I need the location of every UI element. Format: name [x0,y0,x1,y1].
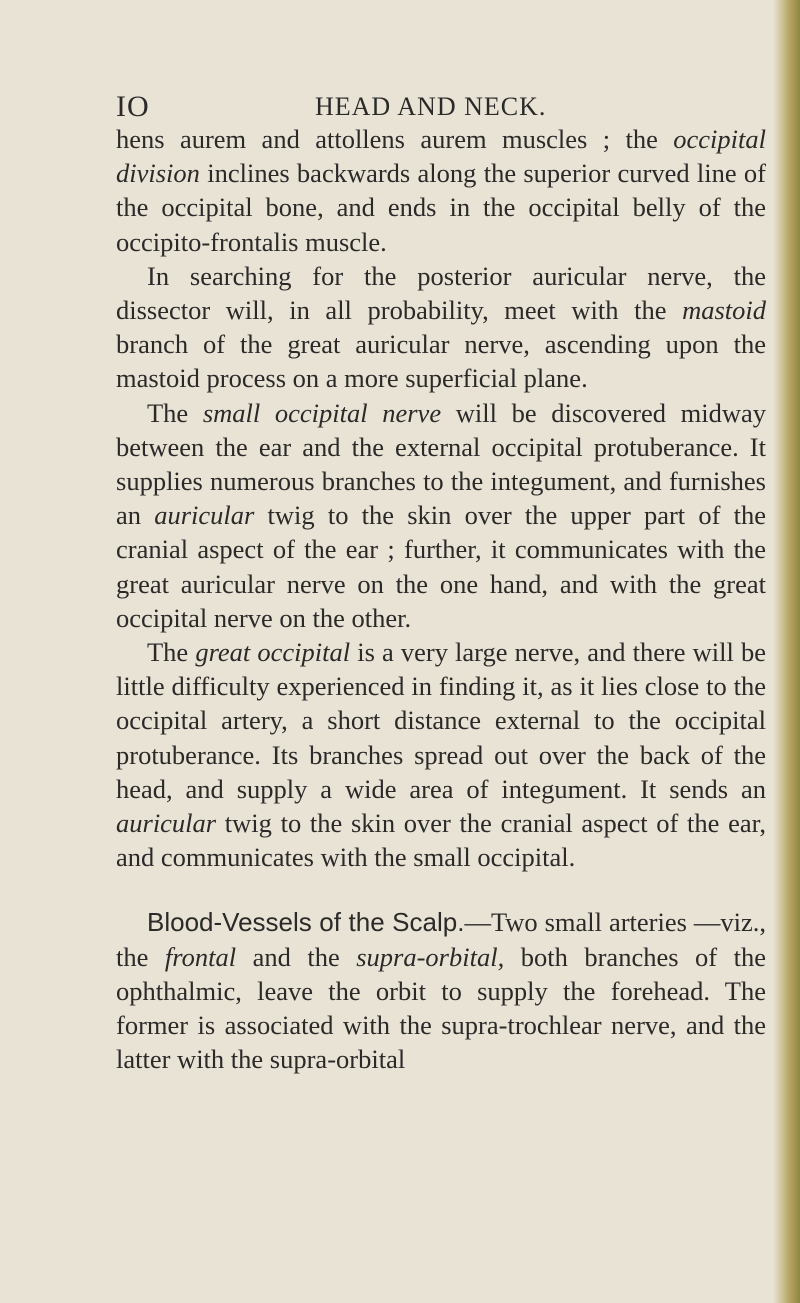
text-run: twig to the skin over the upper part of the cranial aspect of the ear ; further, it communicates with the great auricular nerve on the one hand, and with the great occipital nerve on the other. [116,500,766,633]
italic-term: mastoid [682,295,766,326]
italic-term: frontal [164,941,237,972]
italic-term: small occipital nerve [202,397,442,428]
text-run: inclines backwards along the superior curved line of the occipital bone, and ends in the occipital belly of the occipito-frontalis muscle. [116,158,766,257]
italic-term: supra-orbital, [356,941,505,972]
page-edge [774,0,800,1303]
text-run: hens aurem and attollens aurem muscles ; the [116,124,674,154]
paragraph [116,396,766,635]
section-heading: Blood-Vessels of the Scalp. [147,907,465,938]
page-number: IO [116,90,150,123]
running-head: HEAD AND NECK. [315,92,547,121]
paragraph [116,259,766,396]
italic-term: great occipital [195,637,351,668]
page-body [116,122,766,1076]
text-run: will be discovered midway between the ear and the external occipital protuberance. It supplies numerous branches to the integument, and furnishes an [116,397,767,531]
text-run: twig to the skin over the cranial aspect of the ear, and communicates with the small occipital. [116,808,766,873]
text-run: and the [236,941,357,972]
italic-term: auricular [154,500,255,531]
section-paragraph [116,905,766,1076]
text-run: The [147,397,203,428]
paragraph [116,122,766,259]
paragraph [116,635,766,874]
text-run: In searching for the posterior auricular nerve, the dissector will, in all probability, meet with the [116,260,766,326]
text-run: The [147,637,196,668]
text-run: both branches of the ophthalmic, leave the orbit to supply the forehead. The former is associated with the supra-trochlear nerve, and the latter with the supra-orbital [116,941,766,1075]
text-run: is a very large nerve, and there will be little difficulty experienced in finding it, as it lies close to the occipital artery, a short distance external to the occipital protuberance. Its branches spread out over the back of the head, and supply a wide area of integument. It sends an [116,637,766,804]
italic-term: auricular [116,808,217,839]
text-run: branch of the great auricular nerve, ascending upon the mastoid process on a more superficial plane. [116,329,766,394]
italic-term: occipital division [116,124,766,189]
text-run: —Two small arteries —viz., the [116,907,766,972]
